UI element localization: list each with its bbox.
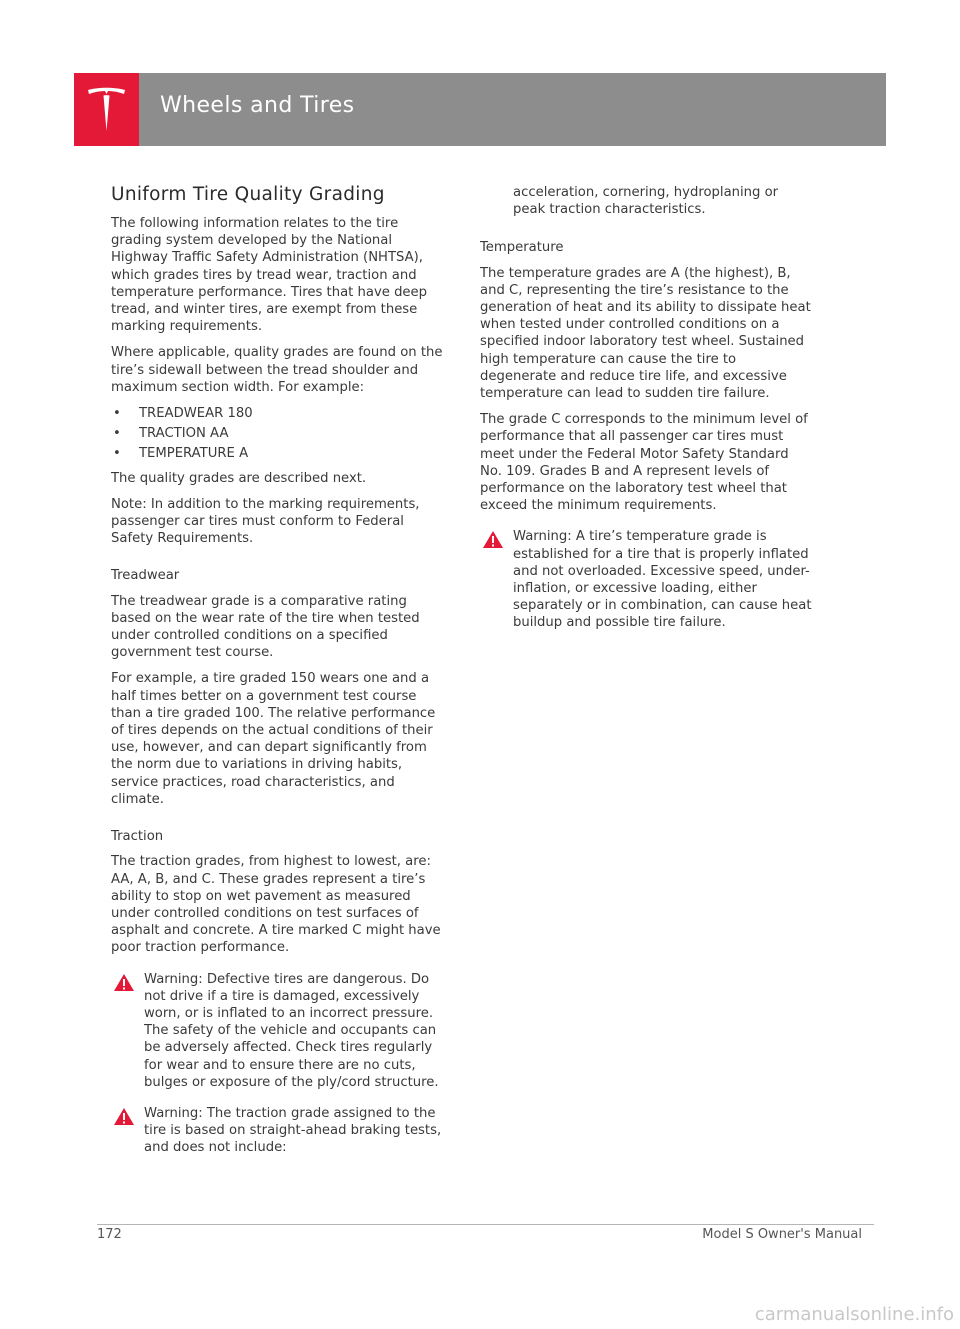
bullet-icon: •: [113, 406, 121, 422]
traction-paragraph: The traction grades, from highest to lowest, are: AA, A, B, and C. These grades represent a tire’s ability to stop on wet pavement as measured under controlled conditions on test surfaces of asphalt and concrete. A tire marked C might have poor traction performance.: [111, 854, 441, 956]
manual-name: Model S Owner's Manual: [702, 1227, 862, 1242]
intro-paragraph: The following information relates to the tire grading system developed by the National Highway Traffic Safety Administration (NHTSA), which grades tires by tread wear, traction and temperature performance. Tires that have deep tread, and winter tires, are exempt from these marking requirements.: [111, 216, 428, 335]
bullet-icon: •: [113, 426, 121, 442]
warning-text: Warning: A tire’s temperature grade is established for a tire that is properly inflated and not overloaded. Excessive speed, under-inflation, or excessive loading, either separately or in combination, can cause heat buildup and possible tire failure.: [513, 529, 812, 631]
list-item: • TRACTION AA: [113, 426, 229, 442]
bullet-icon: •: [113, 446, 121, 462]
note-paragraph: Note: In addition to the marking requirements, passenger car tires must conform to Federal Safety Requirements.: [111, 496, 420, 547]
grade-example-list: [111, 405, 443, 463]
list-item: • TREADWEAR 180: [113, 406, 253, 422]
warning-traction-grade: [111, 1105, 443, 1157]
treadwear-heading: Treadwear: [111, 568, 180, 584]
chapter-title: Wheels and Tires: [160, 93, 355, 118]
footer-divider: [97, 1224, 874, 1225]
warning-triangle-icon: [482, 530, 504, 549]
applicable-paragraph: Where applicable, quality grades are found on the tire’s sidewall between the tread shoulder and maximum section width. For example:: [111, 345, 443, 395]
warning-defective-tires: [111, 971, 443, 1091]
warning-triangle-icon: [113, 1107, 135, 1126]
right-column: [480, 184, 812, 644]
warning-continuation: acceleration, cornering, hydroplaning or peak traction characteristics.: [513, 185, 779, 218]
temperature-paragraph-1: The temperature grades are A (the highest), B, and C, representing the tire’s resistance to the generation of heat and its ability to dissipate heat when tested under controlled conditions on a specified indoor laboratory test wheel. Sustained high temperature can cause the tire to degenerate and reduce tire life, and excessive temperature can lead to sudden tire failure.: [480, 265, 811, 402]
logo-box: [74, 73, 139, 146]
list-item: • TEMPERATURE A: [113, 446, 249, 462]
section-heading: Uniform Tire Quality Grading: [111, 184, 385, 205]
watermark: carmanualsonline.info: [754, 1304, 954, 1325]
warning-triangle-icon: [113, 973, 135, 992]
described-paragraph: The quality grades are described next.: [111, 470, 367, 486]
warning-text: Warning: Defective tires are dangerous. Do not drive if a tire is damaged, excessively worn, or is inflated to an incorrect pressure. The safety of the vehicle and occupants can be adversely affected. Check tires regularly for wear and to ensure there are no cuts, bulges or exposure of the ply/cord structure.: [144, 971, 439, 1090]
chapter-header: [74, 73, 886, 146]
treadwear-paragraph-2: For example, a tire graded 150 wears one and a half times better on a government test course than a tire graded 100. The relative performance of tires depends on the actual conditions of their use, however, and can depart significantly from the norm due to variations in driving habits, service practices, road characteristics, and climate.: [111, 671, 436, 807]
traction-heading: Traction: [111, 829, 164, 845]
treadwear-paragraph-1: The treadwear grade is a comparative rating based on the wear rate of the tire when tested under controlled conditions on a specified government test course.: [111, 593, 420, 661]
temperature-heading: Temperature: [480, 240, 564, 256]
warning-text: Warning: The traction grade assigned to the tire is based on straight-ahead braking tests, and does not include:: [144, 1105, 442, 1156]
page-number: 172: [97, 1227, 122, 1242]
left-column: [111, 183, 443, 1169]
tesla-logo-icon: [86, 87, 127, 133]
temperature-paragraph-2: The grade C corresponds to the minimum level of performance that all passenger car tires must meet under the Federal Motor Safety Standard No. 109. Grades B and A represent levels of performance on the laboratory test wheel that exceed the minimum requirements.: [480, 412, 808, 514]
warning-temperature-grade: [480, 528, 812, 631]
